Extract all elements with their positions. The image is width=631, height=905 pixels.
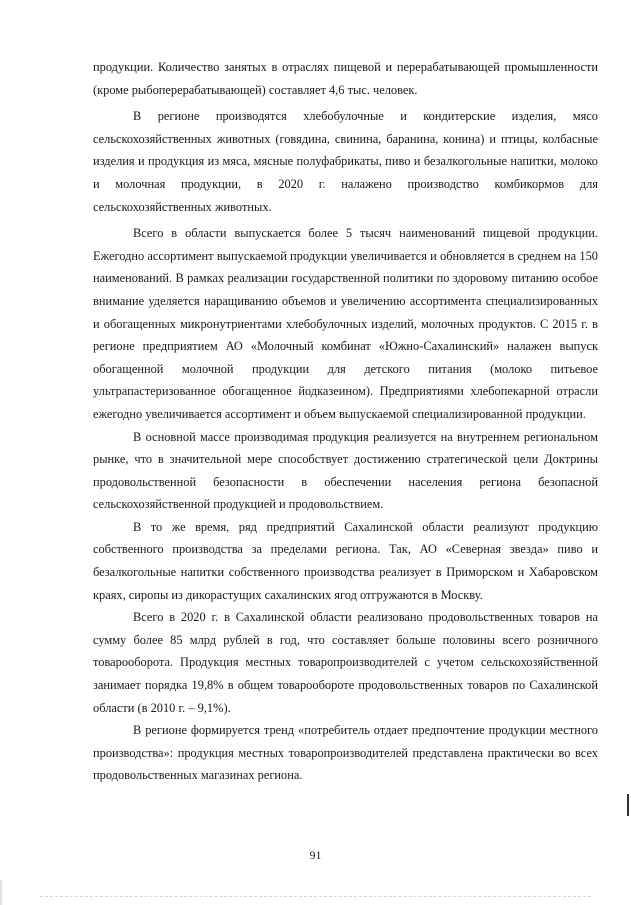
- paragraph-4: В основной массе производимая продукция реализуется на внутреннем региональном рынке, что в значительной мере способствует достижению стратегической цели Доктрины продовольственной безопасности в обеспечении населения региона безопасной сельскохозяйственной продукцией и продовольствием.: [93, 429, 598, 512]
- paragraph-3: Всего в области выпускается более 5 тысяч наименований пищевой продукции. Ежегодно ассортимент выпускаемой продукции увеличивается и обновляется в среднем на 150 наименований. В рамках реализации государственной политики по здоровому питанию особое внимание уделяется наращиванию объемов и увеличению ассортимента специализированных и обогащенных микронутриентами хлебобулочных изделий, молочных продуктов. С 2015 г. в регионе предприятием АО «Молочный комбинат «Южно-Сахалинский» налажен выпуск обогащенной молочной продукции для детского питания (молоко питьевое ультрапастеризованное обогащенное йодказеином). Предприятиями хлебопекарной отрасли ежегодно увеличивается ассортимент и объем выпускаемой специализированной продукции.: [93, 226, 598, 421]
- scan-artifact-mark: [627, 794, 629, 816]
- paragraph-6: Всего в 2020 г. в Сахалинской области реализовано продовольственных товаров на сумму более 85 млрд рублей в год, что составляет больше половины всего розничного товарооборота. Продукция местных товаропроизводителей с учетом сельскохозяйственной занимает порядка 19,8% в общем товарообороте продовольственных товаров по Сахалинской области (в 2010 г. – 9,1%).: [93, 610, 598, 715]
- scan-artifact-corner: [0, 880, 2, 905]
- paragraph-5: В то же время, ряд предприятий Сахалинской области реализуют продукцию собственного производства за пределами региона. Так, АО «Северная звезда» пиво и безалкогольные напитки собственного производства реализует в Приморском и Хабаровском краях, сиропы из дикорастущих сахалинских ягод отгружаются в Москву.: [93, 519, 598, 602]
- paragraph-2: В регионе производятся хлебобулочные и кондитерские изделия, мясо сельскохозяйственных животных (говядина, свинина, баранина, конина) и птицы, колбасные изделия и продукция из мяса, мясные полуфабрикаты, пиво и безалкогольные напитки, молоко и молочная продукции, в 2020 г. налажено производство комбикормов для сельскохозяйственных животных.: [93, 109, 598, 214]
- scan-artifact-line: [40, 896, 591, 897]
- paragraph-1: продукции. Количество занятых в отраслях пищевой и перерабатывающей промышленности (кроме рыбоперерабатывающей) составляет 4,6 тыс. человек.: [93, 60, 598, 97]
- page-number: 91: [309, 848, 322, 862]
- body-text: [93, 56, 598, 787]
- paragraph-7: В регионе формируется тренд «потребитель отдает предпочтение продукции местного производства»: продукция местных товаропроизводителей представлена практически во всех продовольственных магазинах региона.: [93, 723, 598, 783]
